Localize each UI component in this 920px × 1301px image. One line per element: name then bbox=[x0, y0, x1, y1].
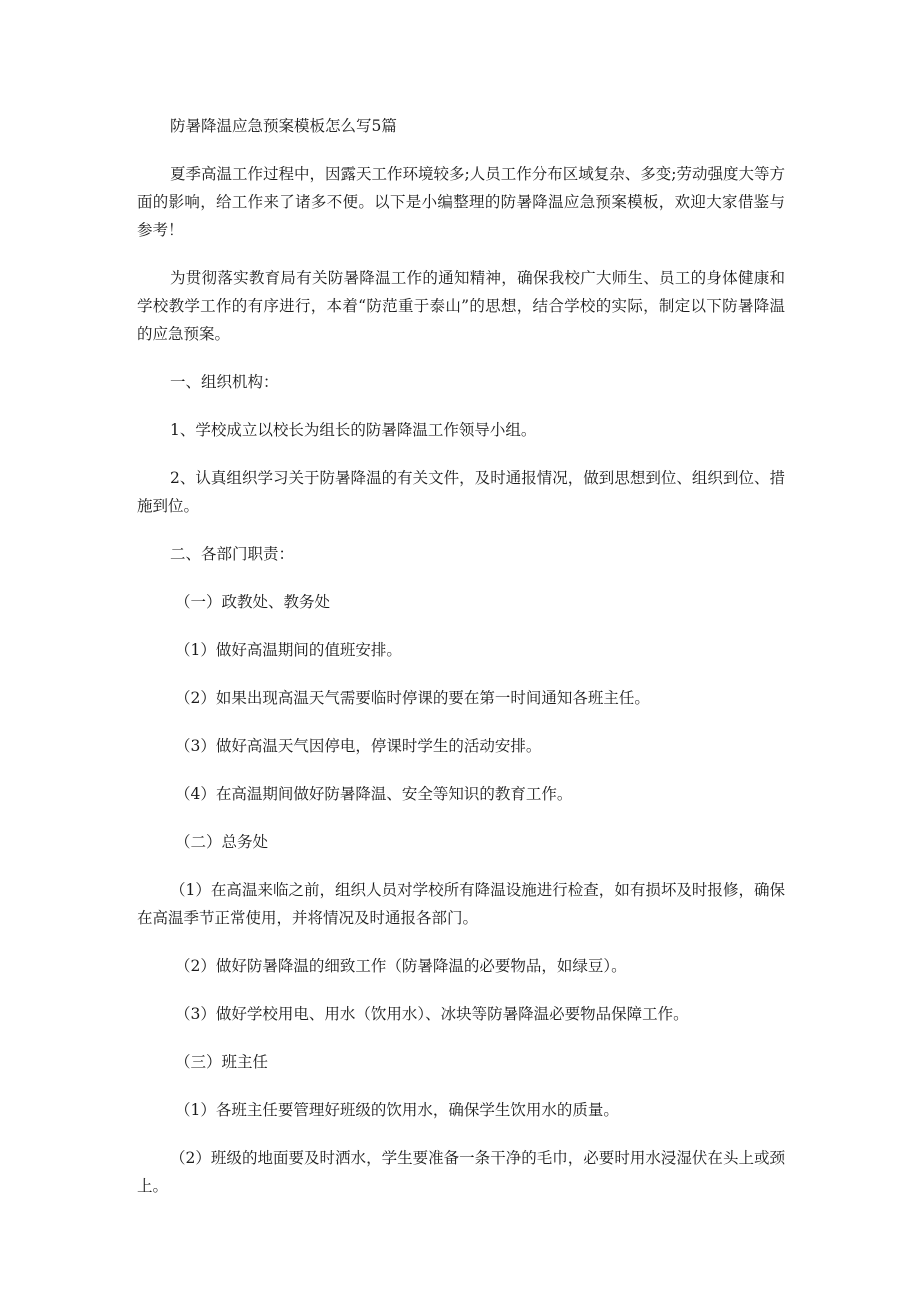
class-teacher-item-1: （1）各班主任要管理好班级的饮用水，确保学生饮用水的质量。 bbox=[175, 1101, 619, 1119]
document-page bbox=[137, 112, 785, 1220]
organization-item-2: 2、认真组织学习关于防暑降温的有关文件，及时通报情况，做到思想到位、组织到位、措施到位。 bbox=[137, 469, 785, 515]
department-heading-general-affairs: （二）总务处 bbox=[175, 833, 269, 851]
section-heading-departments: 二、各部门职责： bbox=[170, 545, 295, 563]
intro-paragraph: 夏季高温工作过程中，因露天工作环境较多;人员工作分布区域复杂、多变;劳动强度大等方面的影响，给工作来了诸多不便。以下是小编整理的防暑降温应急预案模板，欢迎大家借鉴与参考！ bbox=[137, 165, 785, 239]
department-heading-class-teacher: （三）班主任 bbox=[175, 1053, 269, 1071]
education-item-2: （2）如果出现高温天气需要临时停课的要在第一时间通知各班主任。 bbox=[175, 689, 650, 707]
education-item-3: （3）做好高温天气因停电，停课时学生的活动安排。 bbox=[175, 737, 542, 755]
organization-item-1: 1、学校成立以校长为组长的防暑降温工作领导小组。 bbox=[170, 421, 537, 439]
education-item-1: （1）做好高温期间的值班安排。 bbox=[175, 641, 402, 659]
class-teacher-item-2: （2）班级的地面要及时洒水，学生要准备一条干净的毛巾，必要时用水浸湿伏在头上或颈上。 bbox=[137, 1149, 785, 1195]
purpose-paragraph: 为贯彻落实教育局有关防暑降温工作的通知精神，确保我校广大师生、员工的身体健康和学校教学工作的有序进行，本着“防范重于泰山”的思想，结合学校的实际，制定以下防暑降温的应急预案。 bbox=[137, 269, 785, 343]
education-item-4: （4）在高温期间做好防暑降温、安全等知识的教育工作。 bbox=[175, 785, 573, 803]
department-heading-education: （一）政教处、教务处 bbox=[175, 593, 331, 611]
general-affairs-item-1: （1）在高温来临之前，组织人员对学校所有降温设施进行检查，如有损坏及时报修，确保在高温季节正常使用，并将情况及时通报各部门。 bbox=[137, 881, 785, 927]
general-affairs-item-2: （2）做好防暑降温的细致工作（防暑降温的必要物品，如绿豆）。 bbox=[175, 957, 627, 975]
section-heading-organization: 一、组织机构： bbox=[170, 373, 279, 391]
document-title: 防暑降温应急预案模板怎么写5篇 bbox=[170, 117, 397, 135]
general-affairs-item-3: （3）做好学校用电、用水（饮用水）、冰块等防暑降温必要物品保障工作。 bbox=[175, 1005, 689, 1023]
